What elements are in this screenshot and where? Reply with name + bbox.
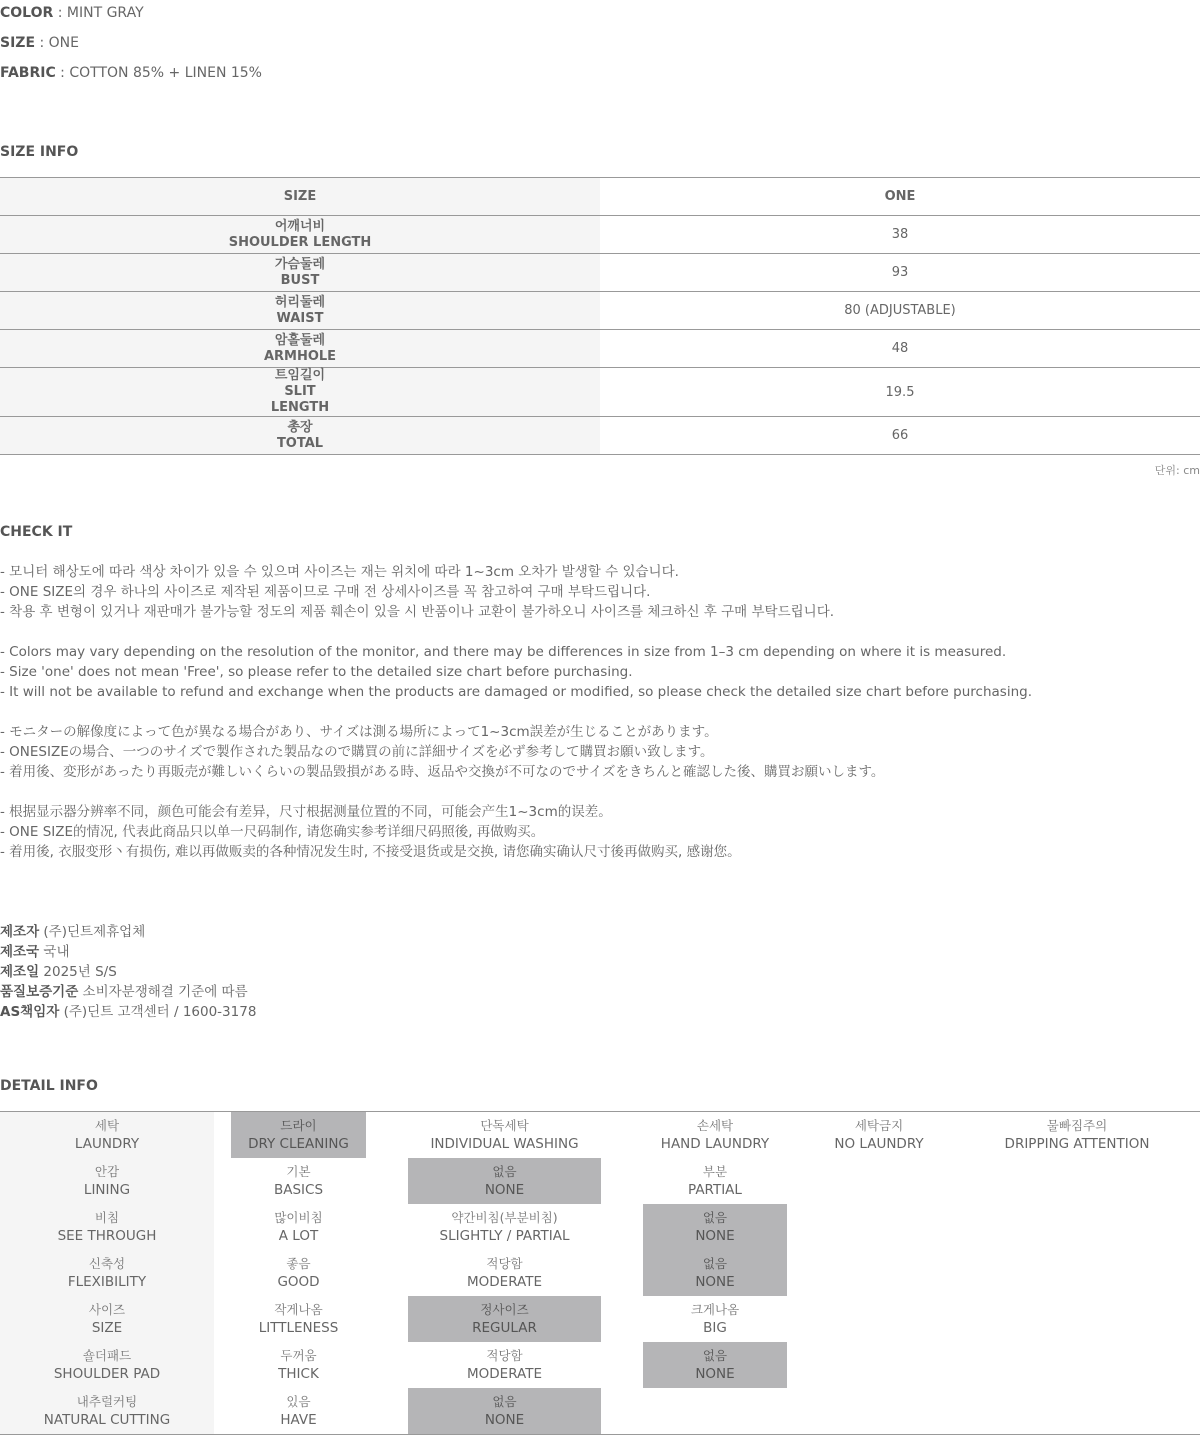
detail-option bbox=[231, 1158, 366, 1204]
note-line: - ONE SIZE的情况, 代表此商品只以单一尺码制作, 请您确实参考详细尺码照後, 再做购买。 bbox=[0, 824, 545, 840]
detail-ko: 크게나옴 bbox=[690, 1302, 740, 1317]
measurement-value: 93 bbox=[891, 265, 909, 280]
table-row bbox=[0, 216, 1200, 254]
attribute-label: SIZE bbox=[0, 35, 36, 51]
table-row bbox=[0, 254, 1200, 292]
detail-info-title: DETAIL INFO bbox=[0, 1078, 98, 1094]
detail-option-selected bbox=[643, 1250, 787, 1296]
detail-en: A LOT bbox=[278, 1228, 319, 1244]
detail-ko: 없음 bbox=[492, 1164, 517, 1179]
maker-row bbox=[0, 1002, 256, 1022]
maker-value: 2025년 S/S bbox=[39, 964, 117, 980]
detail-ko: 숄더패드 bbox=[82, 1348, 132, 1363]
note-line: - 根据显示器分辨率不同，颜色可能会有差异，尺寸根据测量位置的不同，可能会产生1~3cm的误差。 bbox=[0, 804, 612, 820]
fabric-attribute bbox=[0, 65, 262, 81]
maker-row bbox=[0, 962, 256, 982]
note-line: - Size 'one' does not mean 'Free', so please refer to the detailed size chart before purchasing. bbox=[0, 664, 633, 680]
maker-label: 제조자 bbox=[0, 924, 40, 940]
color-attribute bbox=[0, 5, 144, 21]
detail-ko: 없음 bbox=[702, 1256, 728, 1271]
maker-value: 소비자분쟁해결 기준에 따름 bbox=[78, 984, 248, 1000]
attribute-label: FABRIC bbox=[0, 65, 56, 81]
measurement-label bbox=[0, 216, 600, 253]
detail-en: BASICS bbox=[273, 1182, 324, 1198]
note-line: - 착용 후 변형이 있거나 재판매가 불가능할 정도의 제품 훼손이 있을 시 반품이나 교환이 불가하오니 사이즈를 체크하신 후 구매 부탁드립니다. bbox=[0, 604, 835, 620]
measurement-en: TOTAL bbox=[276, 435, 324, 451]
detail-en: DRY CLEANING bbox=[248, 1136, 349, 1152]
measurement-label bbox=[0, 292, 600, 329]
detail-ko: 사이즈 bbox=[88, 1302, 126, 1317]
measurement-en-2: LENGTH bbox=[270, 400, 330, 415]
size-info-title: SIZE INFO bbox=[0, 144, 79, 160]
size-attribute bbox=[0, 35, 79, 51]
detail-row-label bbox=[0, 1112, 214, 1158]
detail-option bbox=[408, 1342, 601, 1388]
measurement-value: 48 bbox=[891, 341, 909, 356]
maker-label: 제조국 bbox=[0, 944, 40, 960]
detail-option bbox=[971, 1112, 1183, 1158]
measurement-value: 38 bbox=[891, 227, 909, 242]
detail-en: NATURAL CUTTING bbox=[43, 1412, 171, 1428]
detail-en: MODERATE bbox=[467, 1366, 542, 1382]
detail-ko: 세탁금지 bbox=[854, 1118, 904, 1133]
detail-table bbox=[0, 1111, 1200, 1435]
detail-en: NONE bbox=[695, 1366, 735, 1382]
detail-ko: 없음 bbox=[702, 1210, 728, 1225]
detail-en: NONE bbox=[695, 1228, 735, 1244]
measurement-ko: 총장 bbox=[287, 419, 313, 435]
unit-note: 단위: cm bbox=[1154, 464, 1200, 477]
detail-en: HAND LAUNDRY bbox=[660, 1136, 770, 1152]
measurement-en: BUST bbox=[280, 272, 320, 288]
detail-ko: 비침 bbox=[94, 1210, 120, 1225]
detail-en: SEE THROUGH bbox=[57, 1228, 157, 1244]
detail-ko: 기본 bbox=[286, 1164, 311, 1179]
measurement-ko: 가슴둘레 bbox=[274, 256, 326, 272]
detail-en: BIG bbox=[703, 1320, 727, 1336]
measurement-label bbox=[0, 417, 600, 454]
detail-en: MODERATE bbox=[467, 1274, 542, 1290]
detail-ko: 적당함 bbox=[486, 1348, 523, 1363]
detail-option bbox=[643, 1112, 787, 1158]
size-table bbox=[0, 177, 1200, 455]
detail-en: NONE bbox=[484, 1182, 525, 1198]
detail-ko: 없음 bbox=[702, 1348, 728, 1363]
detail-en: THICK bbox=[278, 1366, 319, 1382]
measurement-en: SLIT bbox=[284, 384, 316, 399]
detail-en: LINING bbox=[83, 1182, 131, 1198]
detail-en: DRIPPING ATTENTION bbox=[1004, 1136, 1150, 1152]
table-row bbox=[0, 330, 1200, 368]
detail-en: NONE bbox=[484, 1412, 525, 1428]
measurement-label bbox=[0, 330, 600, 367]
detail-option-selected bbox=[643, 1204, 787, 1250]
note-line: - ONESIZEの場合、一つのサイズで製作された製品なので購買の前に詳細サイズを必ず参考して購買お願い致します。 bbox=[0, 744, 714, 760]
detail-option-selected bbox=[643, 1342, 787, 1388]
detail-en: PARTIAL bbox=[688, 1182, 742, 1198]
detail-ko: 약간비침(부분비침) bbox=[451, 1210, 558, 1225]
detail-ko: 손세탁 bbox=[696, 1118, 734, 1133]
maker-label: 품질보증기준 bbox=[0, 984, 79, 1000]
detail-ko: 있음 bbox=[286, 1394, 311, 1409]
detail-row-label bbox=[0, 1250, 214, 1296]
table-row bbox=[0, 417, 1200, 455]
table-row bbox=[0, 292, 1200, 330]
notes-chinese bbox=[0, 802, 1032, 862]
note-line: - 着用後, 衣服变形丶有损伤, 难以再做贩卖的各种情况发生时, 不接受退货或是交换, 请您确实确认尺寸後再做购买, 感谢您。 bbox=[0, 844, 741, 860]
detail-ko: 물빠짐주의 bbox=[1046, 1118, 1108, 1133]
detail-en: NONE bbox=[695, 1274, 735, 1290]
notes-japanese bbox=[0, 722, 1032, 782]
detail-option bbox=[643, 1296, 787, 1342]
maker-row bbox=[0, 922, 256, 942]
detail-ko: 작게나옴 bbox=[274, 1302, 323, 1317]
note-line: - Colors may vary depending on the resolution of the monitor, and there may be differences in size from 1–3 cm depending on where it is measured. bbox=[0, 644, 1007, 660]
detail-option bbox=[787, 1112, 971, 1158]
detail-en: NO LAUNDRY bbox=[834, 1136, 924, 1152]
attribute-value: : ONE bbox=[35, 35, 79, 51]
maker-label: 제조일 bbox=[0, 964, 40, 980]
detail-ko: 적당함 bbox=[486, 1256, 523, 1271]
measurement-en: WAIST bbox=[276, 310, 324, 326]
detail-en: LAUNDRY bbox=[74, 1136, 140, 1152]
detail-row-label bbox=[0, 1342, 214, 1388]
maker-value: (주)딘트 고객센터 / 1600-3178 bbox=[59, 1004, 257, 1020]
detail-en: HAVE bbox=[280, 1412, 317, 1428]
maker-info bbox=[0, 922, 256, 1022]
measurement-value: 66 bbox=[891, 428, 909, 443]
detail-option bbox=[408, 1204, 601, 1250]
measurement-value: 19.5 bbox=[885, 384, 915, 400]
detail-ko: 없음 bbox=[492, 1394, 517, 1409]
table-row bbox=[0, 368, 1200, 417]
detail-en: FLEXIBILITY bbox=[67, 1274, 147, 1290]
detail-ko: 안감 bbox=[94, 1164, 120, 1179]
detail-option-selected bbox=[408, 1158, 601, 1204]
detail-option bbox=[408, 1112, 601, 1158]
detail-ko: 정사이즈 bbox=[480, 1302, 529, 1317]
detail-option bbox=[408, 1250, 601, 1296]
detail-ko: 좋음 bbox=[286, 1256, 311, 1271]
maker-value: (주)딘트제휴업체 bbox=[39, 924, 146, 940]
detail-option-selected bbox=[408, 1388, 601, 1434]
attribute-value: : COTTON 85% + LINEN 15% bbox=[55, 65, 262, 81]
maker-value: 국내 bbox=[39, 944, 70, 960]
detail-ko: 드라이 bbox=[280, 1118, 317, 1133]
detail-ko: 두꺼움 bbox=[280, 1348, 317, 1363]
maker-label: AS책임자 bbox=[0, 1004, 60, 1020]
notes-english bbox=[0, 642, 1032, 702]
detail-en: REGULAR bbox=[472, 1320, 537, 1336]
measurement-ko: 어깨너비 bbox=[274, 218, 326, 234]
detail-option bbox=[643, 1158, 787, 1204]
measurement-ko: 허리둘레 bbox=[274, 294, 326, 310]
measurement-en: SHOULDER LENGTH bbox=[228, 234, 372, 250]
note-line: - 모니터 해상도에 따라 색상 차이가 있을 수 있으며 사이즈는 재는 위치에 따라 1~3cm 오차가 발생할 수 있습니다. bbox=[0, 564, 679, 580]
note-line: - 着用後、変形があったり再販売が難しいくらいの製品毀損がある時、返品や交換が不可なのでサイズをきちんと確認した後、購買お願いします。 bbox=[0, 764, 885, 780]
detail-ko: 단독세탁 bbox=[480, 1118, 529, 1133]
detail-row-label bbox=[0, 1158, 214, 1204]
detail-row-label bbox=[0, 1204, 214, 1250]
detail-en: INDIVIDUAL WASHING bbox=[430, 1136, 579, 1152]
check-it-title: CHECK IT bbox=[0, 524, 73, 540]
detail-option bbox=[231, 1342, 366, 1388]
detail-en: LITTLENESS bbox=[258, 1320, 339, 1336]
measurement-label bbox=[0, 254, 600, 291]
detail-ko: 신축성 bbox=[88, 1256, 126, 1271]
check-it-notes bbox=[0, 562, 1032, 882]
detail-option bbox=[231, 1204, 366, 1250]
note-line: - ONE SIZE의 경우 하나의 사이즈로 제작된 제품이므로 구매 전 상세사이즈를 꼭 참고하여 구매 부탁드립니다. bbox=[0, 584, 651, 600]
detail-option bbox=[231, 1250, 366, 1296]
size-header-value: ONE bbox=[884, 189, 916, 204]
detail-row-label bbox=[0, 1388, 214, 1434]
detail-option bbox=[231, 1388, 366, 1434]
detail-ko: 내추럴커팅 bbox=[76, 1394, 138, 1409]
measurement-en: ARMHOLE bbox=[263, 348, 337, 364]
measurement-label bbox=[0, 368, 600, 416]
maker-row bbox=[0, 942, 256, 962]
attribute-label: COLOR bbox=[0, 5, 54, 21]
measurement-ko: 트임길이 bbox=[274, 368, 326, 383]
detail-option-selected bbox=[408, 1296, 601, 1342]
detail-ko: 많이비침 bbox=[274, 1210, 323, 1225]
detail-option bbox=[231, 1296, 366, 1342]
note-line: - It will not be available to refund and exchange when the products are damaged or modified, so please check the detailed size chart before purchasing. bbox=[0, 684, 1032, 700]
detail-en: GOOD bbox=[277, 1274, 320, 1290]
note-line: - モニターの解像度によって色が異なる場合があり、サイズは測る場所によって1~3cm誤差が生じることがあります。 bbox=[0, 724, 718, 740]
detail-ko: 세탁 bbox=[94, 1118, 120, 1133]
maker-row bbox=[0, 982, 256, 1002]
notes-korean bbox=[0, 562, 1032, 622]
measurement-ko: 암홀둘레 bbox=[274, 332, 326, 348]
detail-en: SHOULDER PAD bbox=[53, 1366, 161, 1382]
detail-ko: 부분 bbox=[702, 1164, 728, 1179]
measurement-value: 80 (ADJUSTABLE) bbox=[844, 303, 956, 318]
detail-en: SLIGHTLY / PARTIAL bbox=[439, 1228, 570, 1244]
detail-option-selected bbox=[231, 1112, 366, 1158]
size-header-label: SIZE bbox=[0, 178, 600, 215]
detail-en: SIZE bbox=[91, 1320, 123, 1336]
size-table-header bbox=[0, 178, 1200, 216]
detail-row-label bbox=[0, 1296, 214, 1342]
attribute-value: : MINT GRAY bbox=[53, 5, 144, 21]
